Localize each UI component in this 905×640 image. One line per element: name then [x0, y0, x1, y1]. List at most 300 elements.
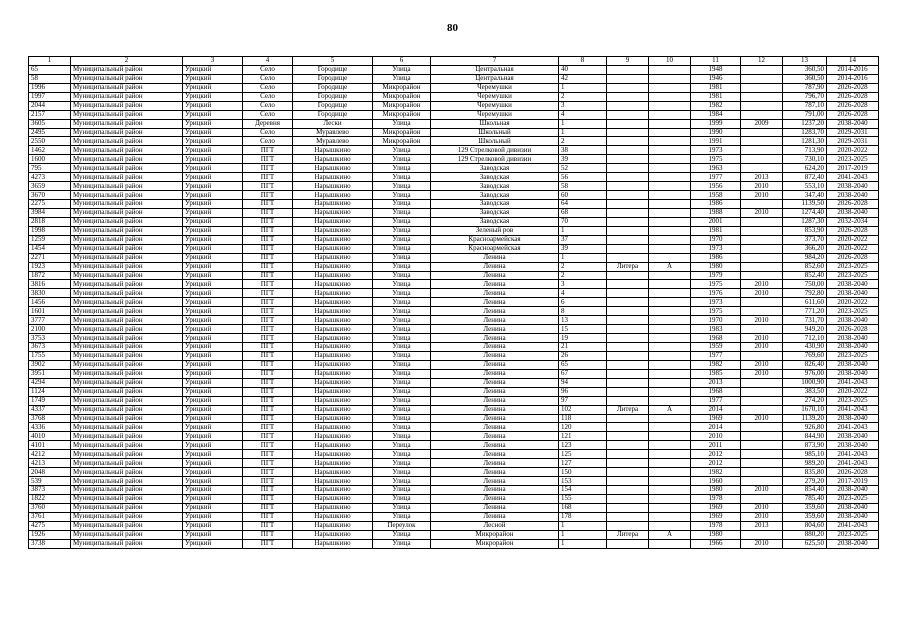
cell-municipality-type: Муниципальный район	[71, 244, 183, 253]
cell-id: 4273	[29, 173, 71, 182]
cell-street-type: Улица	[373, 477, 431, 486]
cell-letter-label	[607, 512, 649, 521]
table-row	[29, 468, 879, 477]
cell-municipality-type: Муниципальный район	[71, 146, 183, 155]
cell-letter-label	[607, 235, 649, 244]
cell-house-number: 97	[559, 396, 607, 405]
cell-year-built: 1969	[691, 503, 741, 512]
cell-street-type: Улица	[373, 334, 431, 343]
cell-house-number: 1	[559, 226, 607, 235]
cell-settlement-type: ПГТ	[243, 226, 293, 235]
cell-house-number: 15	[559, 325, 607, 334]
cell-district: Урицкий	[183, 423, 243, 432]
cell-settlement-type: Деревня	[243, 119, 293, 128]
cell-letter-label	[607, 271, 649, 280]
cell-period: 2038-2040	[827, 539, 879, 548]
cell-period: 2029-2031	[827, 128, 879, 137]
table-row	[29, 164, 879, 173]
cell-settlement-type: ПГТ	[243, 477, 293, 486]
cell-street: Ленина	[431, 334, 559, 343]
cell-street: Ленина	[431, 360, 559, 369]
table-row	[29, 298, 879, 307]
cell-letter	[649, 477, 691, 486]
cell-year-repair	[741, 396, 783, 405]
cell-year-repair	[741, 441, 783, 450]
header-row	[29, 57, 879, 66]
cell-house-number: 40	[559, 65, 607, 74]
cell-period: 2023-2025	[827, 351, 879, 360]
cell-year-repair	[741, 253, 783, 262]
cell-year-built: 1963	[691, 164, 741, 173]
cell-letter-label	[607, 146, 649, 155]
cell-id: 1872	[29, 271, 71, 280]
cell-district: Урицкий	[183, 396, 243, 405]
cell-settlement: Нарышкино	[293, 459, 373, 468]
cell-year-built: 1968	[691, 334, 741, 343]
cell-area: 347,40	[783, 191, 827, 200]
cell-year-built: 1956	[691, 182, 741, 191]
cell-id: 3830	[29, 289, 71, 298]
cell-year-repair	[741, 65, 783, 74]
cell-year-repair: 2010	[741, 182, 783, 191]
cell-period: 2026-2028	[827, 101, 879, 110]
cell-municipality-type: Муниципальный район	[71, 92, 183, 101]
cell-house-number: 68	[559, 208, 607, 217]
cell-house-number: 127	[559, 459, 607, 468]
cell-id: 1749	[29, 396, 71, 405]
cell-year-built: 1968	[691, 387, 741, 396]
table-row	[29, 110, 879, 119]
cell-id: 3753	[29, 334, 71, 343]
cell-settlement: Нарышкино	[293, 226, 373, 235]
table-row	[29, 92, 879, 101]
table-row	[29, 343, 879, 352]
header-cell-1: 1	[29, 57, 71, 66]
cell-letter	[649, 182, 691, 191]
cell-letter-label	[607, 387, 649, 396]
cell-id: 3670	[29, 191, 71, 200]
table-row	[29, 530, 879, 539]
cell-municipality-type: Муниципальный район	[71, 226, 183, 235]
cell-area: 796,70	[783, 92, 827, 101]
cell-municipality-type: Муниципальный район	[71, 343, 183, 352]
cell-district: Урицкий	[183, 405, 243, 414]
cell-letter: А	[649, 262, 691, 271]
cell-settlement: Нарышкино	[293, 235, 373, 244]
cell-settlement-type: Село	[243, 65, 293, 74]
cell-area: 625,50	[783, 539, 827, 548]
cell-id: 4275	[29, 521, 71, 530]
cell-year-repair: 2010	[741, 539, 783, 548]
cell-letter	[649, 208, 691, 217]
cell-house-number: 96	[559, 387, 607, 396]
cell-house-number: 150	[559, 468, 607, 477]
cell-period: 2020-2022	[827, 235, 879, 244]
cell-settlement-type: ПГТ	[243, 486, 293, 495]
cell-district: Урицкий	[183, 414, 243, 423]
cell-year-repair	[741, 325, 783, 334]
table-row	[29, 521, 879, 530]
cell-house-number: 168	[559, 503, 607, 512]
cell-id: 1454	[29, 244, 71, 253]
cell-street-type: Улица	[373, 432, 431, 441]
cell-letter	[649, 334, 691, 343]
cell-id: 1601	[29, 307, 71, 316]
cell-year-repair: 2010	[741, 360, 783, 369]
cell-district: Урицкий	[183, 191, 243, 200]
cell-year-repair	[741, 110, 783, 119]
cell-year-repair	[741, 92, 783, 101]
cell-street: Ленина	[431, 271, 559, 280]
cell-municipality-type: Муниципальный район	[71, 74, 183, 83]
table-row	[29, 441, 879, 450]
cell-id: 3873	[29, 486, 71, 495]
table-row	[29, 494, 879, 503]
cell-letter	[649, 450, 691, 459]
cell-letter-label	[607, 441, 649, 450]
cell-house-number: 120	[559, 423, 607, 432]
cell-settlement-type: ПГТ	[243, 521, 293, 530]
cell-letter	[649, 289, 691, 298]
cell-settlement: Нарышкино	[293, 387, 373, 396]
cell-letter	[649, 217, 691, 226]
cell-settlement-type: Село	[243, 83, 293, 92]
cell-period: 2014-2016	[827, 74, 879, 83]
cell-settlement: Нарышкино	[293, 423, 373, 432]
cell-year-built: 1985	[691, 369, 741, 378]
table-row	[29, 173, 879, 182]
cell-letter	[649, 396, 691, 405]
cell-district: Урицкий	[183, 110, 243, 119]
cell-id: 4337	[29, 405, 71, 414]
cell-district: Урицкий	[183, 387, 243, 396]
cell-district: Урицкий	[183, 503, 243, 512]
cell-street-type: Улица	[373, 164, 431, 173]
cell-settlement: Нарышкино	[293, 494, 373, 503]
cell-municipality-type: Муниципальный район	[71, 423, 183, 432]
cell-settlement-type: Село	[243, 101, 293, 110]
cell-period: 2038-2040	[827, 280, 879, 289]
cell-letter-label	[607, 244, 649, 253]
cell-house-number: 38	[559, 146, 607, 155]
cell-settlement-type: ПГТ	[243, 369, 293, 378]
cell-area: 872,40	[783, 173, 827, 182]
header-cell-2: 2	[71, 57, 183, 66]
cell-letter	[649, 360, 691, 369]
cell-year-built: 2013	[691, 378, 741, 387]
cell-street: Заводская	[431, 164, 559, 173]
cell-street-type: Улица	[373, 289, 431, 298]
cell-year-repair: 2009	[741, 119, 783, 128]
cell-year-repair	[741, 307, 783, 316]
cell-district: Урицкий	[183, 468, 243, 477]
cell-year-built: 1982	[691, 360, 741, 369]
table-row	[29, 119, 879, 128]
cell-period: 2026-2028	[827, 110, 879, 119]
cell-district: Урицкий	[183, 74, 243, 83]
cell-year-repair	[741, 271, 783, 280]
cell-settlement: Нарышкино	[293, 503, 373, 512]
cell-street-type: Улица	[373, 378, 431, 387]
cell-id: 1456	[29, 298, 71, 307]
cell-street-type: Улица	[373, 387, 431, 396]
table-row	[29, 253, 879, 262]
table-row	[29, 155, 879, 164]
cell-year-repair	[741, 101, 783, 110]
cell-period: 2041-2043	[827, 423, 879, 432]
cell-municipality-type: Муниципальный район	[71, 200, 183, 209]
cell-id: 1926	[29, 530, 71, 539]
cell-municipality-type: Муниципальный район	[71, 137, 183, 146]
table-row	[29, 450, 879, 459]
cell-id: 3902	[29, 360, 71, 369]
table-row	[29, 101, 879, 110]
cell-municipality-type: Муниципальный район	[71, 119, 183, 128]
cell-street: Ленина	[431, 280, 559, 289]
cell-year-built: 1970	[691, 235, 741, 244]
cell-year-repair	[741, 378, 783, 387]
cell-period: 2038-2040	[827, 343, 879, 352]
cell-settlement-type: ПГТ	[243, 441, 293, 450]
cell-house-number: 70	[559, 217, 607, 226]
cell-street: Ленина	[431, 343, 559, 352]
cell-letter	[649, 119, 691, 128]
cell-period: 2023-2025	[827, 494, 879, 503]
cell-id: 2100	[29, 325, 71, 334]
header-cell-14: 14	[827, 57, 879, 66]
cell-street-type: Улица	[373, 226, 431, 235]
cell-id: 3761	[29, 512, 71, 521]
cell-house-number: 39	[559, 155, 607, 164]
cell-letter	[649, 235, 691, 244]
cell-street: Зеленый ров	[431, 226, 559, 235]
table-row	[29, 351, 879, 360]
cell-letter-label: Литера	[607, 405, 649, 414]
cell-area: 804,60	[783, 521, 827, 530]
cell-settlement-type: ПГТ	[243, 173, 293, 182]
cell-municipality-type: Муниципальный район	[71, 477, 183, 486]
cell-year-built: 1976	[691, 289, 741, 298]
cell-area: 792,80	[783, 289, 827, 298]
cell-house-number: 60	[559, 191, 607, 200]
table-row	[29, 512, 879, 521]
table-row	[29, 378, 879, 387]
cell-letter	[649, 387, 691, 396]
cell-year-built: 1975	[691, 280, 741, 289]
cell-settlement: Нарышкино	[293, 262, 373, 271]
cell-letter	[649, 137, 691, 146]
cell-district: Урицкий	[183, 316, 243, 325]
cell-period: 2041-2043	[827, 378, 879, 387]
cell-area: 835,80	[783, 468, 827, 477]
cell-letter-label	[607, 503, 649, 512]
table-row	[29, 289, 879, 298]
cell-municipality-type: Муниципальный район	[71, 396, 183, 405]
cell-settlement: Нарышкино	[293, 173, 373, 182]
cell-house-number: 13	[559, 316, 607, 325]
cell-settlement-type: Село	[243, 137, 293, 146]
cell-district: Урицкий	[183, 262, 243, 271]
cell-letter	[649, 441, 691, 450]
cell-settlement-type: ПГТ	[243, 360, 293, 369]
cell-settlement-type: Село	[243, 74, 293, 83]
cell-street: Черемушки	[431, 101, 559, 110]
cell-letter-label	[607, 494, 649, 503]
cell-district: Урицкий	[183, 289, 243, 298]
cell-street-type: Улица	[373, 262, 431, 271]
cell-house-number: 64	[559, 200, 607, 209]
cell-district: Урицкий	[183, 459, 243, 468]
cell-house-number: 65	[559, 360, 607, 369]
cell-street: Ленина	[431, 253, 559, 262]
cell-letter	[649, 146, 691, 155]
cell-street-type: Микрорайон	[373, 83, 431, 92]
cell-period: 2038-2040	[827, 191, 879, 200]
cell-letter	[649, 503, 691, 512]
cell-settlement: Нарышкино	[293, 307, 373, 316]
cell-municipality-type: Муниципальный район	[71, 280, 183, 289]
cell-id: 2495	[29, 128, 71, 137]
header-cell-9: 9	[607, 57, 649, 66]
cell-year-repair: 2010	[741, 343, 783, 352]
cell-letter-label	[607, 423, 649, 432]
cell-year-built: 1973	[691, 146, 741, 155]
cell-house-number: 153	[559, 477, 607, 486]
cell-municipality-type: Муниципальный район	[71, 83, 183, 92]
table-row	[29, 182, 879, 191]
cell-area: 366,20	[783, 244, 827, 253]
table-row	[29, 271, 879, 280]
cell-year-repair	[741, 530, 783, 539]
cell-settlement: Нарышкино	[293, 477, 373, 486]
cell-period: 2038-2040	[827, 503, 879, 512]
cell-district: Урицкий	[183, 119, 243, 128]
cell-area: 360,50	[783, 65, 827, 74]
cell-year-built: 1990	[691, 128, 741, 137]
cell-year-built: 1980	[691, 486, 741, 495]
cell-street: Ленина	[431, 468, 559, 477]
cell-street: Ленина	[431, 378, 559, 387]
cell-year-built: 1966	[691, 539, 741, 548]
cell-period: 2020-2022	[827, 298, 879, 307]
cell-year-built: 2011	[691, 441, 741, 450]
cell-area: 1274,40	[783, 208, 827, 217]
cell-settlement: Муравлево	[293, 137, 373, 146]
cell-letter	[649, 110, 691, 119]
cell-year-repair	[741, 477, 783, 486]
cell-letter-label	[607, 110, 649, 119]
cell-letter-label	[607, 119, 649, 128]
cell-settlement: Городище	[293, 74, 373, 83]
cell-area: 769,60	[783, 351, 827, 360]
cell-settlement: Нарышкино	[293, 208, 373, 217]
cell-settlement: Нарышкино	[293, 414, 373, 423]
cell-year-built: 1988	[691, 208, 741, 217]
cell-year-built: 1982	[691, 101, 741, 110]
cell-street: Ленина	[431, 351, 559, 360]
cell-street: Заводская	[431, 200, 559, 209]
cell-id: 1600	[29, 155, 71, 164]
cell-settlement: Нарышкино	[293, 521, 373, 530]
cell-settlement-type: ПГТ	[243, 325, 293, 334]
cell-id: 1996	[29, 83, 71, 92]
cell-street-type: Улица	[373, 191, 431, 200]
cell-year-repair	[741, 262, 783, 271]
cell-period: 2023-2025	[827, 271, 879, 280]
cell-municipality-type: Муниципальный район	[71, 405, 183, 414]
cell-letter	[649, 155, 691, 164]
cell-settlement: Нарышкино	[293, 441, 373, 450]
cell-letter-label	[607, 101, 649, 110]
table-row	[29, 74, 879, 83]
cell-house-number: 52	[559, 164, 607, 173]
cell-district: Урицкий	[183, 530, 243, 539]
table-row	[29, 208, 879, 217]
cell-house-number: 3	[559, 101, 607, 110]
cell-municipality-type: Муниципальный район	[71, 101, 183, 110]
cell-id: 4101	[29, 441, 71, 450]
cell-settlement-type: ПГТ	[243, 351, 293, 360]
cell-year-repair: 2010	[741, 208, 783, 217]
cell-period: 2026-2028	[827, 83, 879, 92]
cell-house-number: 26	[559, 351, 607, 360]
cell-letter-label	[607, 477, 649, 486]
cell-street: Школьный	[431, 128, 559, 137]
cell-street: Центральная	[431, 65, 559, 74]
cell-house-number: 2	[559, 262, 607, 271]
cell-district: Урицкий	[183, 441, 243, 450]
cell-letter	[649, 432, 691, 441]
cell-id: 2275	[29, 200, 71, 209]
cell-house-number: 2	[559, 92, 607, 101]
cell-year-built: 1959	[691, 343, 741, 352]
header-cell-13: 13	[783, 57, 827, 66]
cell-area: 383,50	[783, 387, 827, 396]
cell-id: 1124	[29, 387, 71, 396]
cell-period: 2026-2028	[827, 200, 879, 209]
cell-id: 2157	[29, 110, 71, 119]
cell-street-type: Улица	[373, 65, 431, 74]
cell-house-number: 125	[559, 450, 607, 459]
cell-period: 2038-2040	[827, 316, 879, 325]
cell-municipality-type: Муниципальный район	[71, 521, 183, 530]
header-cell-5: 5	[293, 57, 373, 66]
cell-letter-label	[607, 74, 649, 83]
header-cell-6: 6	[373, 57, 431, 66]
cell-municipality-type: Муниципальный район	[71, 512, 183, 521]
table-row	[29, 244, 879, 253]
cell-settlement: Муравлево	[293, 128, 373, 137]
cell-area: 430,90	[783, 343, 827, 352]
table-row	[29, 200, 879, 209]
cell-municipality-type: Муниципальный район	[71, 208, 183, 217]
cell-period: 2023-2025	[827, 307, 879, 316]
cell-house-number: 39	[559, 244, 607, 253]
cell-settlement-type: Село	[243, 92, 293, 101]
cell-district: Урицкий	[183, 200, 243, 209]
cell-settlement-type: ПГТ	[243, 343, 293, 352]
cell-year-built: 1958	[691, 191, 741, 200]
cell-area: 359,60	[783, 503, 827, 512]
cell-year-built: 1986	[691, 253, 741, 262]
cell-year-built: 1946	[691, 74, 741, 83]
cell-street-type: Улица	[373, 423, 431, 432]
cell-street-type: Улица	[373, 414, 431, 423]
cell-year-built: 1977	[691, 173, 741, 182]
cell-settlement-type: ПГТ	[243, 182, 293, 191]
cell-year-repair: 2010	[741, 334, 783, 343]
cell-district: Урицкий	[183, 155, 243, 164]
